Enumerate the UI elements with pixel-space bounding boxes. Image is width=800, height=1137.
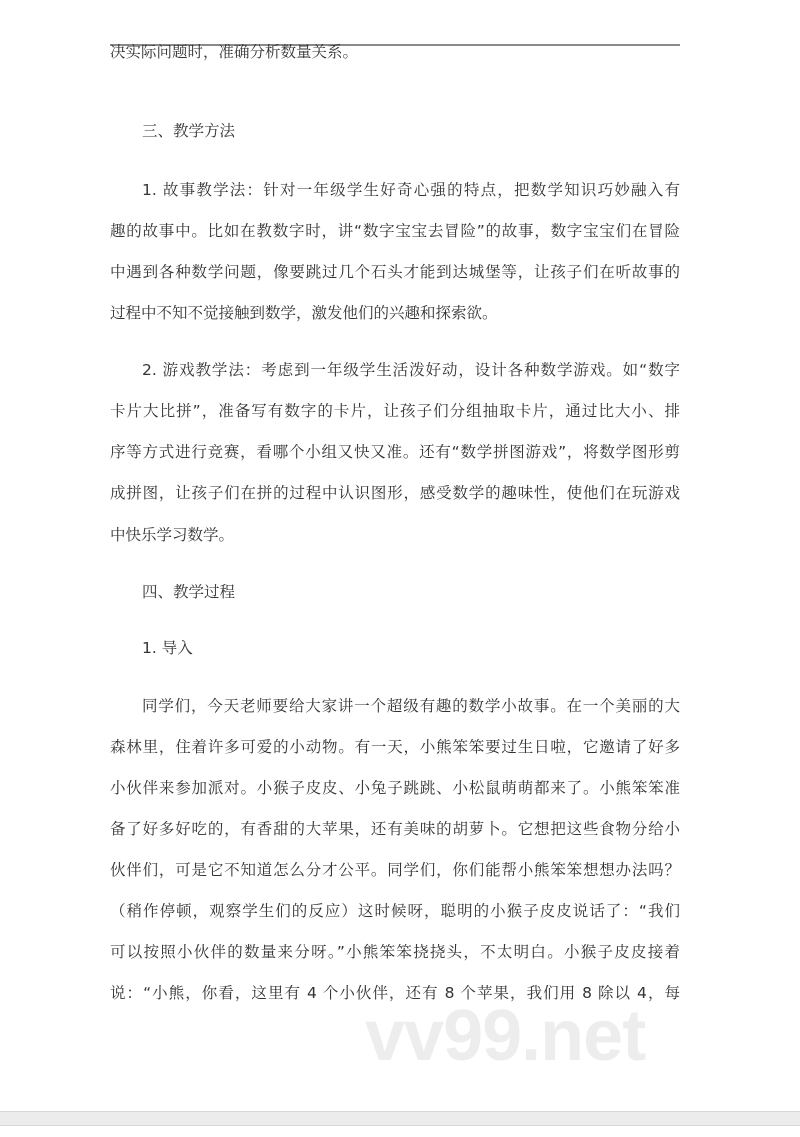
text-line: 成拼图，让孩子们在拼的过程中认识图形，感受数学的趣味性，使他们在玩游戏 xyxy=(110,484,680,502)
text-line: 过程中不知不觉接触到数学，激发他们的兴趣和探索欲。 xyxy=(110,304,498,322)
text-line: 说：“小熊，你看，这里有 4 个小伙伴，还有 8 个苹果，我们用 8 除以 4，每 xyxy=(110,984,680,1002)
text-line: 卡片大比拼”，准备写有数字的卡片，让孩子们分组抽取卡片，通过比大小、排 xyxy=(110,402,680,420)
text-line: 趣的故事中。比如在教数字时，讲“数字宝宝去冒险”的故事，数字宝宝们在冒险 xyxy=(110,222,680,240)
text-line: 决实际问题时，准确分析数量关系。 xyxy=(110,43,359,61)
text-line: （稍作停顿，观察学生们的反应）这时候呀，聪明的小猴子皮皮说话了：“我们 xyxy=(110,902,680,920)
text-line: 伙伴们，可是它不知道怎么分才公平。同学们，你们能帮小熊笨笨想想办法吗？ xyxy=(110,861,680,879)
text-line: 中快乐学习数学。 xyxy=(110,526,235,544)
text-line: 备了好多好吃的，有香甜的大苹果，还有美味的胡萝卜。它想把这些食物分给小 xyxy=(110,820,680,838)
text-line: 同学们，今天老师要给大家讲一个超级有趣的数学小故事。在一个美丽的大 xyxy=(142,697,680,715)
text-line: 森林里，住着许多可爱的小动物。有一天，小熊笨笨要过生日啦，它邀请了好多 xyxy=(110,738,680,756)
text-line: 可以按照小伙伴的数量来分呀。”小熊笨笨挠挠头，不太明白。小猴子皮皮接着 xyxy=(110,943,680,961)
text-line: 小伙伴来参加派对。小猴子皮皮、小兔子跳跳、小松鼠萌萌都来了。小熊笨笨准 xyxy=(110,779,680,797)
text-line: 序等方式进行竞赛，看哪个小组又快又准。还有“数学拼图游戏”，将数学图形剪 xyxy=(110,443,680,461)
text-line: 1. 故事教学法：针对一年级学生好奇心强的特点，把数学知识巧妙融入有 xyxy=(142,181,680,199)
text-line: 2. 游戏教学法：考虑到一年级学生活泼好动，设计各种数学游戏。如“数字 xyxy=(142,361,680,379)
section-heading-methods: 三、教学方法 xyxy=(142,122,236,140)
page-separator xyxy=(0,1111,800,1126)
section-heading-process: 四、教学过程 xyxy=(142,583,236,601)
subheading-intro: 1. 导入 xyxy=(142,639,193,657)
watermark: vv99.net xyxy=(365,996,646,1076)
text-line: 中遇到各种数学问题，像要跳过几个石头才能到达城堡等，让孩子们在听故事的 xyxy=(110,263,680,281)
